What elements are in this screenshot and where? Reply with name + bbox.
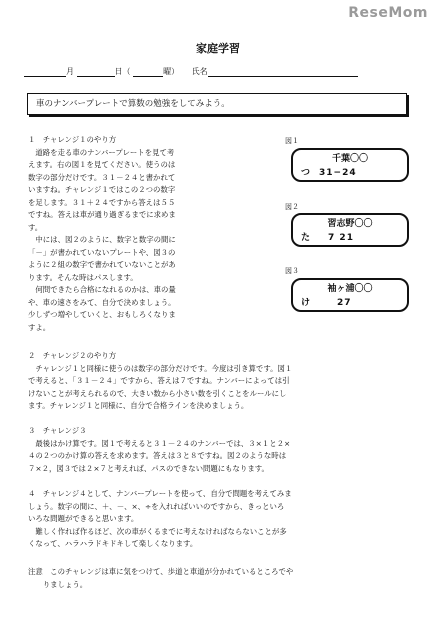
section-1-line: や、車の速さをみて、自分で決めましょう。 — [28, 297, 176, 307]
section-3-line: ４の２つのかけ算の答えを求めます。答えは３と８ですね。図２のような時は — [28, 451, 287, 460]
section-1-line: を足します。３１＋２４ですから答えは５５ — [28, 197, 176, 207]
section-1-line: 何問できたら合格になれるのかは、車の量 — [28, 285, 176, 294]
figure-3-label: 図３ — [285, 267, 299, 275]
section-1-line: 数字の部分だけです。３１－２４と書かれて — [28, 172, 176, 182]
section-1-line: 中には、図２のように、数字と数字の間に — [28, 235, 176, 244]
section-4 — [28, 488, 413, 551]
month-blank[interactable] — [24, 66, 66, 77]
section-2-line: けないことが考えられるので、大きい数から小さい数を引くことをルールにし — [28, 388, 287, 398]
note-line: りましょう。 — [28, 579, 88, 589]
section-2-heading: ２ チャレンジ２のやり方 — [28, 351, 117, 360]
license-plate-3 — [291, 278, 409, 312]
task-box: 車のナンバープレートで算数の勉強をしてみよう。 — [27, 93, 407, 115]
note — [28, 566, 413, 591]
section-2-line: で考えると、「３１－２４」ですから、答えは７ですね。ナンバーによっては引 — [28, 376, 290, 385]
section-1-line: いますね。チャレンジ１ではこの２つの数字 — [28, 185, 176, 194]
date-name-line — [24, 66, 414, 77]
figure-2-label: 図２ — [285, 203, 299, 211]
section-4-line: くなって、ハラハラドキドキして楽しくなります。 — [28, 539, 198, 548]
day-label: 日（ — [114, 67, 131, 76]
plate-kana: つ — [301, 168, 311, 178]
section-3 — [28, 425, 413, 475]
name-label: 氏名 — [191, 67, 208, 76]
plate-number: 31−24 — [319, 168, 357, 178]
section-1-line: 「－」が書かれていないプレートや、図３の — [28, 247, 176, 257]
weekday-blank[interactable] — [133, 66, 163, 77]
section-1-line: ですね。答えは車が通り過ぎるまでに求めま — [28, 210, 176, 219]
plate-number: 27 — [337, 298, 352, 308]
plate-kana: け — [301, 298, 311, 308]
plate-region: 袖ヶ浦〇〇 — [327, 284, 373, 294]
note-line: 注意 このチャレンジは車に気をつけて、歩道と車道が分かれているところでや — [28, 567, 294, 576]
section-1-line: 少しずつ増やしていくと、おもしろくなりま — [28, 310, 176, 319]
section-1-line: ように２組の数字で書かれていないことがあ — [28, 260, 176, 269]
section-1-heading: １ チャレンジ１のやり方 — [28, 135, 117, 144]
section-1-line: ります。そんな時はパスします。 — [28, 272, 138, 282]
section-2 — [28, 350, 413, 413]
weekday-label: 曜） — [163, 67, 180, 76]
plate-number: 7 21 — [328, 233, 354, 243]
page-title: 家庭学習 — [196, 42, 240, 55]
figure-1-label: 図１ — [285, 137, 299, 145]
section-1-line: すよ。 — [28, 322, 51, 332]
section-3-line: ７×２，図３では２×７と考えれば、パスのできない問題にもなります。 — [28, 463, 269, 473]
plate-region: 千葉〇〇 — [331, 154, 368, 164]
plate-kana: た — [301, 233, 311, 243]
section-1-line: えます。右の図１を見てください。使うのは — [28, 160, 176, 169]
license-plate-2 — [291, 213, 409, 247]
section-3-heading: ３ チャレンジ３ — [28, 426, 87, 435]
day-blank[interactable] — [77, 66, 115, 77]
section-4-line: いろな問題ができると思います。 — [28, 514, 139, 523]
section-2-line: チャレンジ１と同様に使うのは数字の部分だけです。今度は引き算です。図１ — [28, 363, 293, 373]
section-4-line: 難しく作れば作るほど、次の車がくるまでに考えなければならないことが多 — [28, 526, 287, 536]
section-4-line: ４ チャレンジ４として、ナンバープレートを使って、自分で問題を考えてみま — [28, 489, 292, 498]
section-4-line: しょう。数字の間に、＋、－、×、÷を入れればいいのですから、きっといろ — [28, 501, 285, 511]
plate-region: 習志野〇〇 — [327, 219, 373, 229]
section-2-line: ます。チャレンジ１と同様に、自分で合格ラインを決めましょう。 — [28, 401, 249, 410]
license-plate-1 — [291, 148, 409, 182]
section-1-line: 道路を走る車のナンバープレートを見て考 — [28, 147, 175, 157]
section-1 — [28, 134, 273, 334]
month-label: 月 — [66, 67, 74, 76]
name-blank[interactable] — [208, 66, 358, 77]
section-1-line: す。 — [28, 222, 43, 232]
watermark: ReseMom — [348, 5, 428, 21]
section-3-line: 最後はかけ算です。図１で考えると３１－２４のナンバーでは、３×１と２× — [28, 438, 291, 448]
